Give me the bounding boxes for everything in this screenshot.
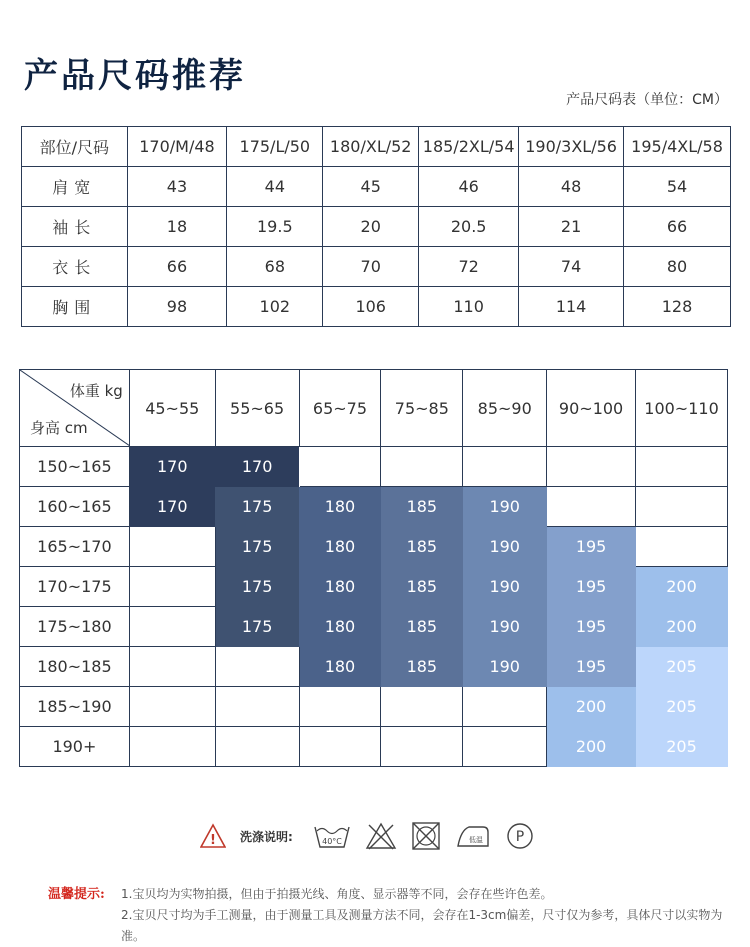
height-row-label: 190+ [20, 727, 130, 767]
weight-column-header: 55~65 [215, 370, 299, 447]
size-cell: 175 [215, 487, 299, 527]
empty-cell [129, 647, 215, 687]
size-cell: 190 [463, 527, 547, 567]
tip-line: 2.宝贝尺寸均为手工测量，由于测量工具及测量方法不同，会存在1-3cm偏差，尺寸仅为参考，具体尺寸以实物为准。 [121, 908, 723, 943]
empty-cell [299, 727, 381, 767]
empty-cell [215, 727, 299, 767]
empty-cell [636, 447, 728, 487]
size-cell: 190 [463, 647, 547, 687]
size-cell: 190 [463, 567, 547, 607]
table-cell: 20.5 [419, 207, 519, 247]
size-cell: 185 [381, 607, 463, 647]
weight-column-header: 75~85 [381, 370, 463, 447]
care-instructions [200, 818, 535, 854]
empty-cell [636, 487, 728, 527]
table-cell: 18 [127, 207, 227, 247]
size-cell: 200 [636, 607, 728, 647]
table-cell: 21 [519, 207, 624, 247]
size-cell: 195 [547, 567, 636, 607]
dry-clean-letter: P [515, 829, 525, 845]
row-label: 胸围 [22, 287, 128, 327]
size-cell: 175 [215, 607, 299, 647]
table-cell: 66 [624, 207, 731, 247]
row-label: 肩宽 [22, 167, 128, 207]
size-cell: 180 [299, 567, 381, 607]
size-cell: 205 [636, 727, 728, 767]
table-cell: 98 [127, 287, 227, 327]
height-row-label: 180~185 [20, 647, 130, 687]
size-cell: 170 [129, 447, 215, 487]
table-row [22, 287, 731, 327]
size-table [21, 126, 731, 327]
wash-40-icon [313, 821, 351, 851]
table-cell: 46 [419, 167, 519, 207]
height-row-label: 170~175 [20, 567, 130, 607]
table-header-row [20, 370, 728, 447]
size-cell: 180 [299, 647, 381, 687]
size-cell: 200 [547, 687, 636, 727]
column-header: 175/L/50 [227, 127, 323, 167]
empty-cell [129, 727, 215, 767]
empty-cell [129, 527, 215, 567]
empty-cell [129, 687, 215, 727]
page-title: 产品尺码推荐 [24, 56, 246, 96]
care-label: 洗涤说明: [240, 829, 293, 844]
table-cell: 20 [323, 207, 419, 247]
column-header: 190/3XL/56 [519, 127, 624, 167]
empty-cell [547, 487, 636, 527]
column-header: 部位/尺码 [22, 127, 128, 167]
size-cell: 180 [299, 487, 381, 527]
no-tumble-dry-icon [411, 821, 441, 851]
empty-cell [463, 687, 547, 727]
weight-column-header: 45~55 [129, 370, 215, 447]
size-cell: 195 [547, 647, 636, 687]
empty-cell [636, 527, 728, 567]
empty-cell [463, 727, 547, 767]
wash-temp-text: 40°C [321, 837, 342, 846]
height-row-label: 175~180 [20, 607, 130, 647]
warning-icon [200, 823, 226, 849]
tip-line: 1.宝贝均为实物拍摄，但由于拍摄光线、角度、显示器等不同，会存在些许色差。 [121, 887, 553, 901]
empty-cell [129, 607, 215, 647]
size-cell: 175 [215, 567, 299, 607]
empty-cell [463, 447, 547, 487]
iron-low-icon [455, 822, 491, 850]
size-cell: 200 [547, 727, 636, 767]
table-row [20, 647, 728, 687]
empty-cell [129, 567, 215, 607]
table-cell: 106 [323, 287, 419, 327]
table-row [20, 567, 728, 607]
size-cell: 185 [381, 567, 463, 607]
column-header: 195/4XL/58 [624, 127, 731, 167]
size-cell: 170 [129, 487, 215, 527]
table-cell: 114 [519, 287, 624, 327]
table-cell: 43 [127, 167, 227, 207]
weight-column-header: 65~75 [299, 370, 381, 447]
size-cell: 185 [381, 647, 463, 687]
iron-low-text: 低温 [468, 836, 483, 844]
table-cell: 80 [624, 247, 731, 287]
empty-cell [215, 647, 299, 687]
table-row [20, 687, 728, 727]
size-cell: 200 [636, 567, 728, 607]
height-row-label: 150~165 [20, 447, 130, 487]
table-row [20, 727, 728, 767]
table-cell: 102 [227, 287, 323, 327]
empty-cell [299, 447, 381, 487]
no-bleach-icon [365, 821, 397, 851]
tips-section [48, 884, 738, 947]
table-row [22, 247, 731, 287]
table-cell: 72 [419, 247, 519, 287]
column-header: 180/XL/52 [323, 127, 419, 167]
size-cell: 185 [381, 487, 463, 527]
row-label: 衣长 [22, 247, 128, 287]
corner-header [20, 370, 130, 447]
size-cell: 175 [215, 527, 299, 567]
size-recommendation-table [19, 369, 728, 767]
size-cell: 195 [547, 607, 636, 647]
empty-cell [381, 727, 463, 767]
size-cell: 205 [636, 647, 728, 687]
size-cell: 195 [547, 527, 636, 567]
weight-axis-label: 体重 kg [69, 382, 123, 400]
size-cell: 170 [215, 447, 299, 487]
size-cell: 190 [463, 607, 547, 647]
weight-column-header: 100~110 [636, 370, 728, 447]
table-row [20, 607, 728, 647]
svg-text:!: ! [210, 833, 216, 848]
height-row-label: 185~190 [20, 687, 130, 727]
size-cell: 180 [299, 527, 381, 567]
table-cell: 45 [323, 167, 419, 207]
table-cell: 66 [127, 247, 227, 287]
table-cell: 110 [419, 287, 519, 327]
table-row [20, 447, 728, 487]
table-cell: 48 [519, 167, 624, 207]
table-row [20, 487, 728, 527]
table-row [20, 527, 728, 567]
size-cell: 180 [299, 607, 381, 647]
table-cell: 44 [227, 167, 323, 207]
dry-clean-p-icon [505, 821, 535, 851]
empty-cell [299, 687, 381, 727]
unit-note: 产品尺码表（单位：CM） [566, 92, 728, 108]
column-header: 185/2XL/54 [419, 127, 519, 167]
empty-cell [215, 687, 299, 727]
empty-cell [381, 687, 463, 727]
column-header: 170/M/48 [127, 127, 227, 167]
empty-cell [547, 447, 636, 487]
size-cell: 205 [636, 687, 728, 727]
height-axis-label: 身高 cm [30, 419, 88, 437]
row-label: 袖长 [22, 207, 128, 247]
table-header-row [22, 127, 731, 167]
empty-cell [381, 447, 463, 487]
table-cell: 70 [323, 247, 419, 287]
table-cell: 54 [624, 167, 731, 207]
tips-heading: 温馨提示: [48, 887, 105, 902]
table-cell: 74 [519, 247, 624, 287]
table-cell: 128 [624, 287, 731, 327]
table-cell: 68 [227, 247, 323, 287]
table-cell: 19.5 [227, 207, 323, 247]
weight-column-header: 90~100 [547, 370, 636, 447]
weight-column-header: 85~90 [463, 370, 547, 447]
size-cell: 185 [381, 527, 463, 567]
height-row-label: 160~165 [20, 487, 130, 527]
table-row [22, 207, 731, 247]
table-row [22, 167, 731, 207]
size-cell: 190 [463, 487, 547, 527]
height-row-label: 165~170 [20, 527, 130, 567]
